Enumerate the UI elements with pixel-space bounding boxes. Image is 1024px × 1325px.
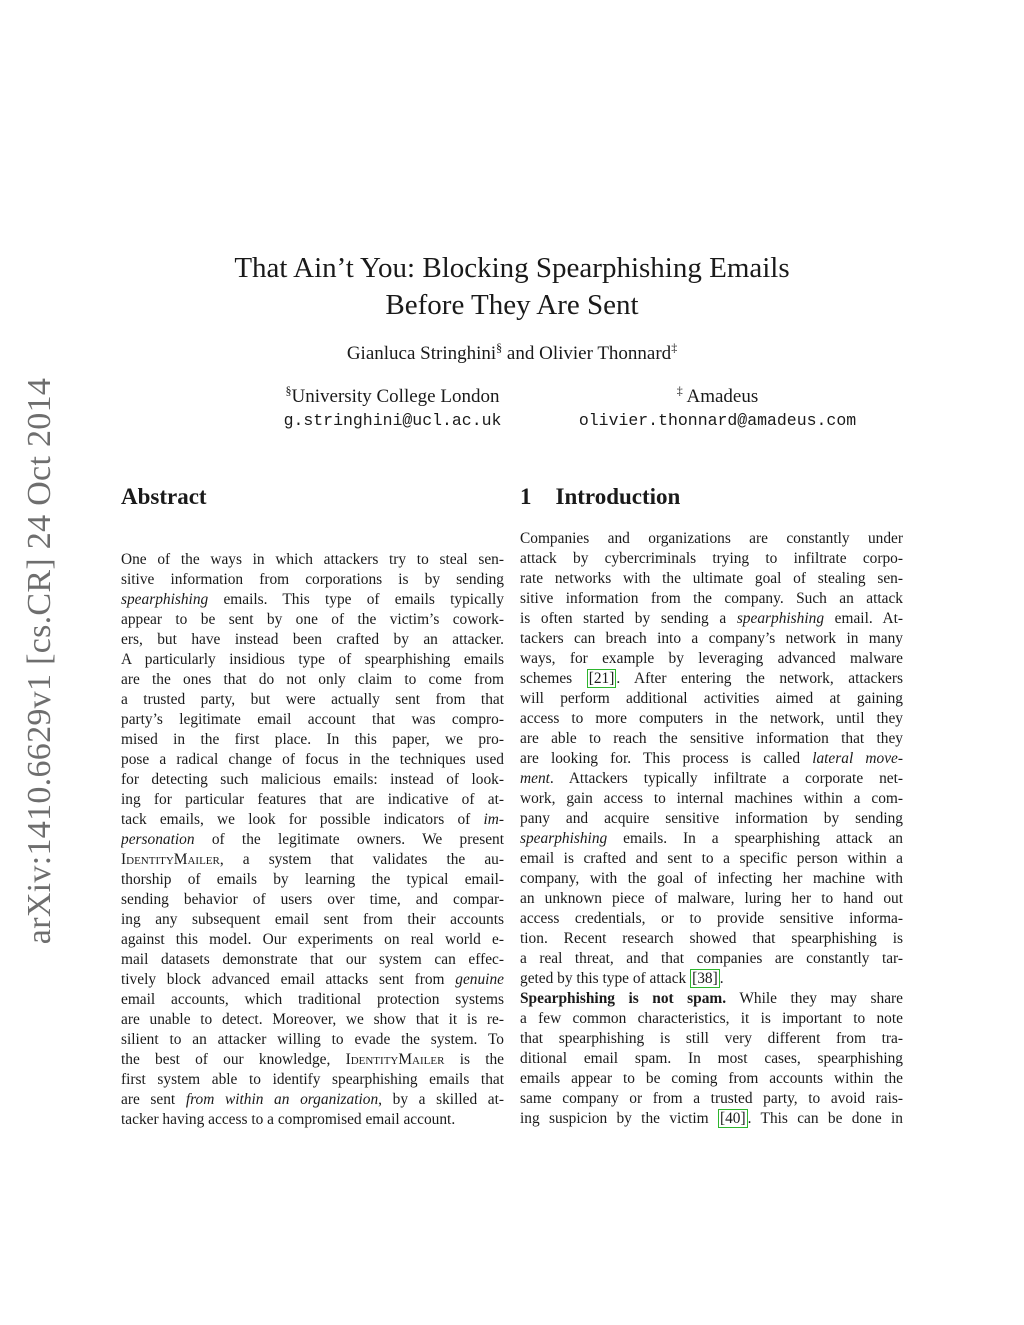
italic-text: genuine [455,971,504,988]
text-line [520,669,903,689]
text-segment: that spearphishing is still very different from tra- [520,1030,903,1047]
text-segment: is the [444,1051,504,1068]
text-line [520,969,903,989]
author-name: Gianluca Stringhini [346,343,497,364]
text-segment: sitive information from the company. Such an attack [520,590,903,607]
text-segment: tively block advanced email attacks sent from [121,971,456,988]
paragraph-lead: Spearphishing is not spam. [520,990,727,1007]
text-line [520,609,903,629]
citation-link[interactable]: [21] [588,670,615,687]
text-segment: emails appear to be coming from accounts within the [520,1070,903,1087]
section-number: 1 [520,484,532,509]
text-segment: for detecting such malicious emails: instead of look- [121,771,504,788]
affiliation-mark: ‡ [676,383,683,398]
text-segment: sending behavior of users over time, and compar- [121,891,504,908]
affiliation-mark: ‡ [671,340,678,355]
text-line [520,769,903,789]
text-segment: party’s legitimate email account that was compro- [121,711,504,728]
text-segment: , a system that validates the au- [219,851,504,868]
text-line [520,729,903,749]
text-line [121,590,504,610]
text-line [520,569,903,589]
italic-text: spearphishing [736,610,825,627]
text-segment: . After entering the network, attackers [616,670,903,687]
text-segment: schemes [520,670,587,687]
text-line [121,970,504,990]
text-line [520,809,903,829]
text-segment: One of the ways in which attackers try to steal sen- [121,551,504,568]
text-segment: emails. This type of emails typically [208,591,504,608]
title-line: That Ain’t You: Blocking Spearphishing Emails [234,252,790,284]
italic-text: from within an organization [185,1091,379,1108]
text-line [121,850,504,870]
text-segment: ing for particular features that are indicative of at- [121,791,504,808]
text-line [121,550,504,570]
text-line [520,529,903,549]
section-title: Introduction [555,484,681,509]
text-segment: A particularly insidious type of spearphishing emails [121,651,504,668]
text-segment: first system able to identify spearphishing emails that [121,1071,504,1088]
text-segment: ditional email spam. In most cases, spearphishing [520,1050,903,1067]
text-segment: rate networks with the ultimate goal of stealing sen- [520,570,903,587]
affiliation-institution [265,385,520,409]
text-line [121,890,504,910]
text-line [121,810,504,830]
text-line [520,709,903,729]
text-segment: mised in the first place. In this paper, we pro- [121,731,504,748]
text-segment: a few common characteristics, it is important to note [520,1010,903,1027]
text-line [121,930,504,950]
text-line [520,649,903,669]
text-segment: . Attackers typically infiltrate a corporate net- [549,770,903,787]
system-name: IdentityMailer [121,851,220,868]
text-segment: ing any subsequent email sent from their accounts [121,911,504,928]
text-segment: are sent [121,1091,186,1108]
text-segment: ing suspicion by the victim [520,1110,718,1127]
text-segment: tion. Recent research showed that spearphishing is [520,930,903,947]
text-segment: against this model. Our experiments on real world e- [121,931,504,948]
text-segment: Companies and organizations are constantly under [520,530,903,547]
text-segment: email is crafted and sent to a specific person within a [520,850,903,867]
text-segment: work, gain access to internal machines within a com- [520,790,903,807]
text-line [520,1029,903,1049]
text-segment: the best of our knowledge, [121,1051,346,1068]
text-line [121,1110,504,1130]
text-line [520,1009,903,1029]
text-line [121,730,504,750]
text-segment: thorship of emails by learning the typical email- [121,871,504,888]
author-email: g.stringhini@ucl.ac.uk [283,411,502,430]
text-segment: a real threat, and that companies are constantly tar- [520,950,903,967]
text-line [121,950,504,970]
affiliation-block [265,385,520,433]
text-segment: of the legitimate owners. We present [194,831,504,848]
abstract-heading: Abstract [121,484,207,509]
text-segment: will perform additional activities aimed at gaining [520,690,903,707]
text-segment: , by a skilled at- [378,1091,504,1108]
text-segment: ways, for example by leveraging advanced malware [520,650,903,667]
title-line: Before They Are Sent [385,289,639,321]
text-line [121,650,504,670]
text-line [121,790,504,810]
text-line [520,789,903,809]
author-name: Olivier Thonnard [539,343,672,364]
text-line [121,910,504,930]
text-line [520,1089,903,1109]
citation-link[interactable]: [38] [692,970,718,987]
text-line [121,690,504,710]
text-segment: are looking for. This process is called [520,750,813,767]
affiliation-mark: § [285,383,292,398]
text-segment: tackers can breach into a company’s network in many [520,630,903,647]
text-segment: company, with the goal of infecting her machine with [520,870,903,887]
italic-text: im- [483,811,504,828]
text-line [121,750,504,770]
text-segment: tacker having access to a compromised email account. [121,1111,456,1128]
text-segment: While they may share [726,990,903,1007]
text-segment: an unknown piece of malware, luring her to hand out [520,890,903,907]
text-line [121,1070,504,1090]
text-line [520,849,903,869]
text-line [121,1030,504,1050]
italic-text: lateral move- [812,750,903,767]
text-segment: email. At- [824,610,903,627]
text-line [121,1090,504,1110]
text-line [121,710,504,730]
italic-text: spearphishing [121,591,209,608]
text-line [520,889,903,909]
text-line [121,610,504,630]
text-segment: a trusted party, but were actually sent from that [121,691,504,708]
text-segment: pany and acquire sensitive information by sending [520,810,903,827]
text-segment: attack by cybercriminals trying to infiltrate corpo- [520,550,903,567]
institution-name: University College London [291,386,500,407]
text-line [520,929,903,949]
text-line [520,949,903,969]
text-segment: mail datasets demonstrate that our system can effec- [121,951,504,968]
text-line [520,1109,903,1129]
text-line [121,670,504,690]
text-segment: is often started by sending a [520,610,737,627]
text-line [520,749,903,769]
text-segment: geted by this type of attack [520,970,691,987]
abstract-body [121,550,504,1130]
text-segment: pose a radical change of focus in the techniques used [121,751,504,768]
text-segment: access credentials, or to provide sensitive informa- [520,910,903,927]
text-line [520,629,903,649]
text-line [520,589,903,609]
text-segment: access to more computers in the network, until they [520,710,903,727]
text-segment: are able to reach the sensitive information that they [520,730,903,747]
text-line [520,829,903,849]
text-segment: email accounts, which traditional protection systems [121,991,504,1008]
text-line [520,549,903,569]
text-line [121,570,504,590]
italic-text: spearphishing [520,830,608,847]
text-line [520,689,903,709]
text-line [121,830,504,850]
affiliation-institution [560,385,875,409]
paper-title [150,250,874,324]
citation-link[interactable]: [40] [719,1110,746,1127]
text-line [520,909,903,929]
text-line [520,1049,903,1069]
text-line [121,770,504,790]
introduction-heading [520,484,680,510]
text-line [520,1069,903,1089]
text-segment: sitive information from corporations is by sending [121,571,504,588]
text-segment: tack emails, we look for possible indicators of [121,811,484,828]
italic-text: ment [520,770,550,787]
text-line [121,630,504,650]
author-connector: and [502,343,540,364]
text-segment: emails. In a spearphishing attack an [607,830,903,847]
text-segment: silient to an attacker willing to evade the system. To [121,1031,504,1048]
introduction-body [520,529,903,1129]
arxiv-identifier: arXiv:1410.6629v1 [cs.CR] 24 Oct 2014 [21,377,58,945]
arxiv-stamp [20,366,60,956]
text-line [121,990,504,1010]
system-name: IdentityMailer [345,1051,445,1068]
text-segment: ers, but have instead been crafted by an attacker. [121,631,504,648]
text-line [121,1050,504,1070]
text-line [121,870,504,890]
author-email: olivier.thonnard@amadeus.com [578,411,857,430]
text-segment: . This can be done in [747,1110,903,1127]
text-segment: are the ones that do not only claim to come from [121,671,504,688]
text-line [520,989,903,1009]
institution-name: Amadeus [682,386,759,407]
text-segment: appear to be sent by one of the victim’s cowork- [121,611,504,628]
affiliation-block [560,385,875,433]
text-segment: are unable to detect. Moreover, we show that it is re- [121,1011,504,1028]
text-line [520,869,903,889]
text-segment: same company or from a trusted party, to avoid rais- [520,1090,903,1107]
italic-text: personation [121,831,195,848]
author-line [150,340,874,365]
text-line [121,1010,504,1030]
text-segment: . [719,970,724,987]
affiliation-mark: § [496,340,503,355]
